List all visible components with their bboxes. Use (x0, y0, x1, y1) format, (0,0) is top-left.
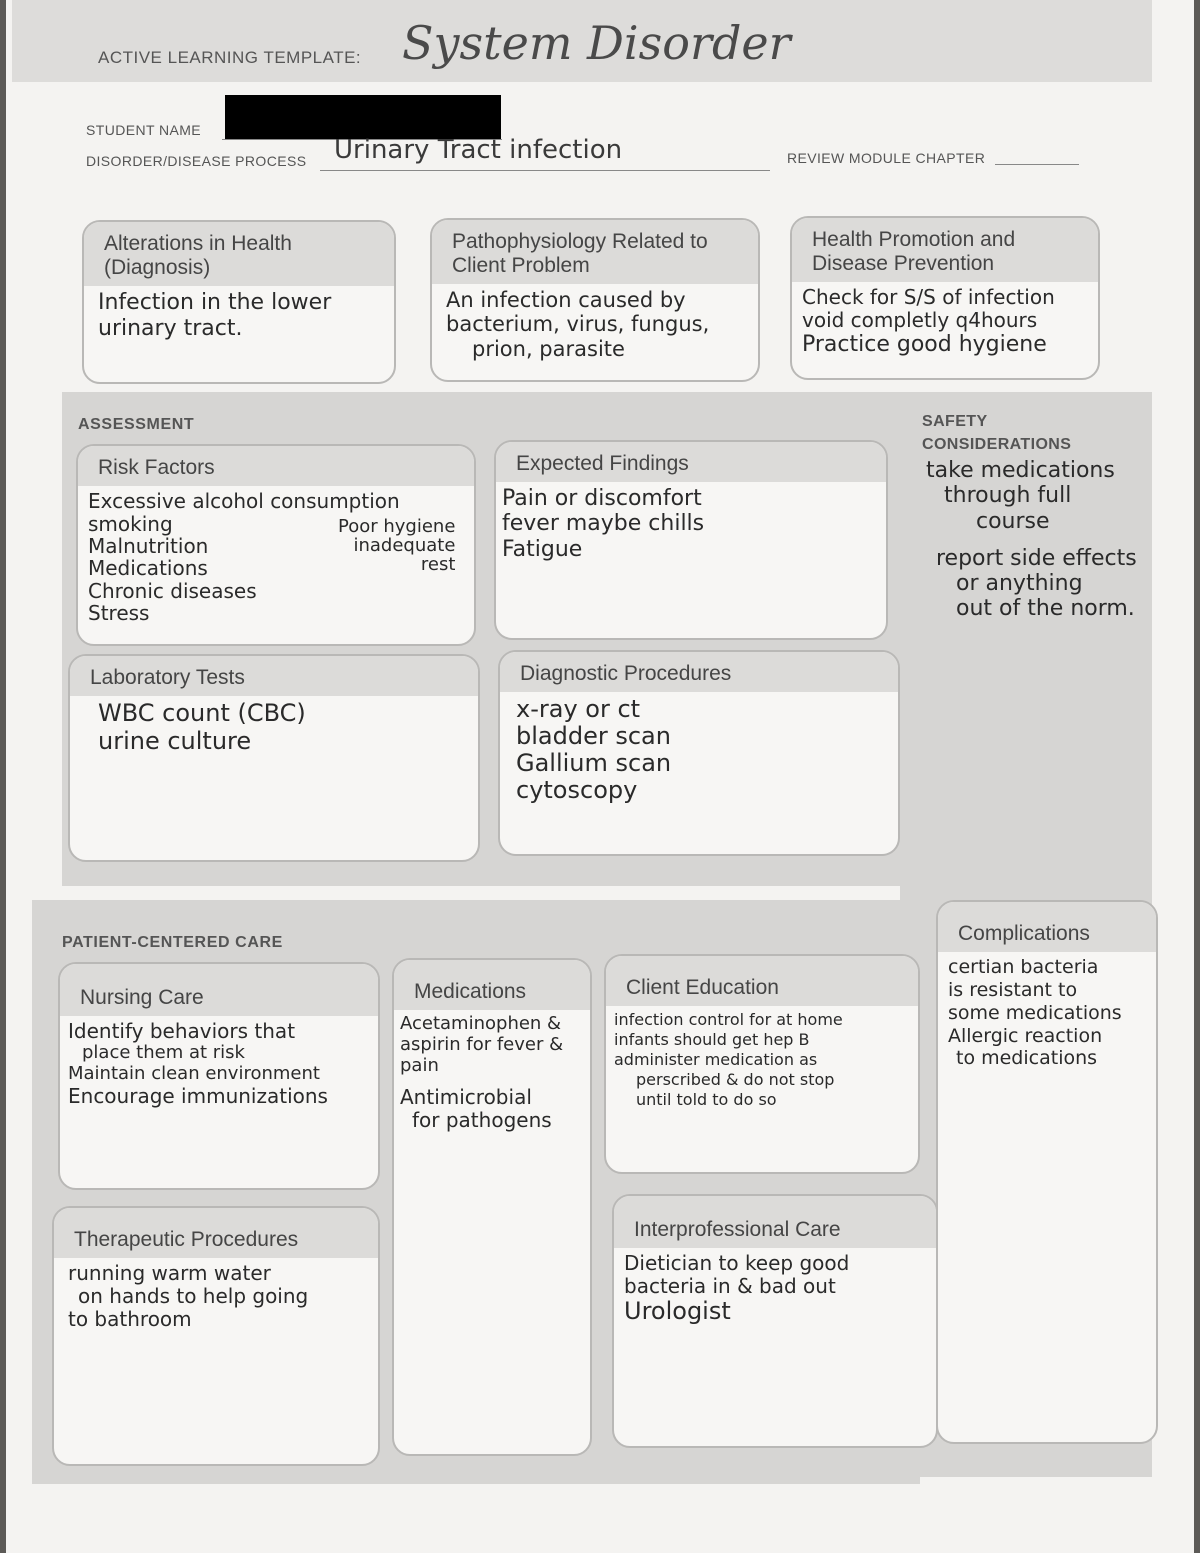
client-education-item: until told to do so (636, 1090, 777, 1110)
pathophysiology-title: Pathophysiology Related to Client Problem (432, 220, 758, 284)
safety-line: course (976, 508, 1050, 534)
safety-title (922, 410, 1071, 456)
therapeutic-procedures-title: Therapeutic Procedures (54, 1208, 378, 1258)
pathophysiology-line: bacterium, virus, fungus, (446, 312, 710, 337)
safety-line: take medications (926, 458, 1115, 483)
diagnostic-procedures-title: Diagnostic Procedures (500, 652, 898, 692)
alterations-line: urinary tract. (98, 315, 243, 341)
review-module-line (995, 164, 1079, 165)
student-name-label: STUDENT NAME (86, 122, 201, 138)
nursing-care-item: place them at risk (82, 1042, 245, 1064)
diagnostic-item: cytoscopy (516, 775, 638, 804)
expected-findings-box (494, 440, 888, 640)
therapeutic-item: to bathroom (68, 1307, 192, 1332)
safety-line: or anything (956, 571, 1083, 597)
risk-factor-item: smoking (88, 511, 173, 536)
risk-factor-item: Stress (88, 601, 150, 626)
risk-factor-side-item: inadequate (353, 534, 456, 556)
expected-finding-item: fever maybe chills (502, 511, 705, 537)
lab-test-item: WBC count (CBC) (98, 699, 306, 728)
medication-item: Acetaminophen & (400, 1013, 562, 1035)
medication-item: for pathogens (412, 1108, 552, 1133)
expected-findings-title: Expected Findings (496, 442, 886, 482)
complication-item: certian bacteria (948, 956, 1099, 979)
medication-item: pain (400, 1054, 439, 1076)
pathophysiology-line: An infection caused by (446, 288, 686, 313)
page-title: System Disorder (402, 16, 791, 70)
complication-item: some medications (948, 1001, 1122, 1024)
alterations-line: Infection in the lower (98, 290, 332, 316)
diagnostic-item: bladder scan (516, 722, 671, 751)
medication-item: aspirin for fever & (400, 1033, 564, 1055)
nursing-care-item: Identify behaviors that (68, 1019, 296, 1044)
laboratory-tests-title: Laboratory Tests (70, 656, 478, 696)
risk-factor-item: Chronic diseases (88, 578, 257, 603)
therapeutic-procedures-box (52, 1206, 380, 1466)
risk-factor-side-item: Poor hygiene (338, 516, 456, 537)
nursing-care-box (58, 962, 380, 1190)
complication-item: Allergic reaction (948, 1024, 1103, 1047)
medication-item: Antimicrobial (400, 1085, 532, 1110)
nursing-care-title: Nursing Care (60, 964, 378, 1016)
laboratory-tests-box (68, 654, 480, 862)
medications-box (392, 958, 592, 1456)
health-promotion-title: Health Promotion and Disease Prevention (792, 218, 1098, 282)
interprofessional-care-title: Interprofessional Care (614, 1196, 936, 1248)
alterations-title: Alterations in Health (Diagnosis) (84, 222, 394, 286)
disorder-value: Urinary Tract infection (334, 135, 623, 165)
redacted-student-name (225, 95, 501, 139)
health-promotion-line: Practice good hygiene (802, 332, 1047, 358)
disorder-line (320, 170, 770, 171)
complication-item: to medications (956, 1047, 1098, 1070)
diagnostic-procedures-box (498, 650, 900, 856)
assessment-label: ASSESSMENT (78, 416, 195, 433)
interprofessional-care-box (612, 1194, 938, 1448)
client-education-item: administer medication as (614, 1050, 818, 1070)
health-promotion-box (790, 216, 1100, 380)
safety-title-line: SAFETY (922, 413, 988, 430)
risk-factors-box (76, 444, 476, 646)
safety-line: through full (944, 483, 1072, 509)
complications-title: Complications (938, 902, 1156, 952)
risk-factor-item: Malnutrition (88, 533, 209, 558)
client-education-item: infection control for at home (614, 1010, 843, 1030)
risk-factor-item: Excessive alcohol consumption (88, 489, 400, 514)
complications-box (936, 900, 1158, 1444)
safety-line: report side effects (936, 545, 1137, 571)
medications-title: Medications (394, 960, 590, 1010)
client-education-title: Client Education (606, 956, 918, 1006)
interprofessional-item: Urologist (624, 1297, 731, 1326)
template-label: ACTIVE LEARNING TEMPLATE: (98, 48, 362, 67)
client-education-item: perscribed & do not stop (636, 1070, 835, 1090)
client-education-item: infants should get hep B (614, 1030, 810, 1050)
pathophysiology-box (430, 218, 760, 382)
nursing-care-item: Encourage immunizations (68, 1083, 328, 1108)
risk-factor-item: Medications (88, 556, 208, 581)
disorder-label: DISORDER/DISEASE PROCESS (86, 153, 307, 169)
diagnostic-item: x-ray or ct (516, 695, 641, 724)
expected-finding-item: Pain or discomfort (502, 486, 702, 512)
risk-factors-title: Risk Factors (78, 446, 474, 486)
interprofessional-item: Dietician to keep good (624, 1251, 850, 1276)
expected-finding-item: Fatigue (502, 536, 583, 562)
safety-notes (926, 458, 1156, 622)
therapeutic-item: running warm water (68, 1261, 271, 1286)
risk-factor-side-item: rest (420, 553, 456, 575)
health-promotion-line: Check for S/S of infection (802, 285, 1055, 310)
patient-centered-care-label: PATIENT-CENTERED CARE (62, 934, 283, 951)
lab-test-item: urine culture (98, 726, 252, 755)
safety-line: out of the norm. (956, 596, 1135, 622)
therapeutic-item: on hands to help going (78, 1284, 309, 1309)
nursing-care-item: Maintain clean environment (68, 1062, 320, 1084)
complication-item: is resistant to (948, 978, 1078, 1001)
safety-title-line: CONSIDERATIONS (922, 436, 1072, 454)
review-module-label: REVIEW MODULE CHAPTER (787, 150, 986, 166)
interprofessional-item: bacteria in & bad out (624, 1274, 836, 1299)
client-education-box (604, 954, 920, 1174)
pathophysiology-line: prion, parasite (472, 336, 625, 361)
alterations-box (82, 220, 396, 384)
health-promotion-line: void completly q4hours (802, 308, 1038, 333)
diagnostic-item: Gallium scan (516, 748, 672, 777)
